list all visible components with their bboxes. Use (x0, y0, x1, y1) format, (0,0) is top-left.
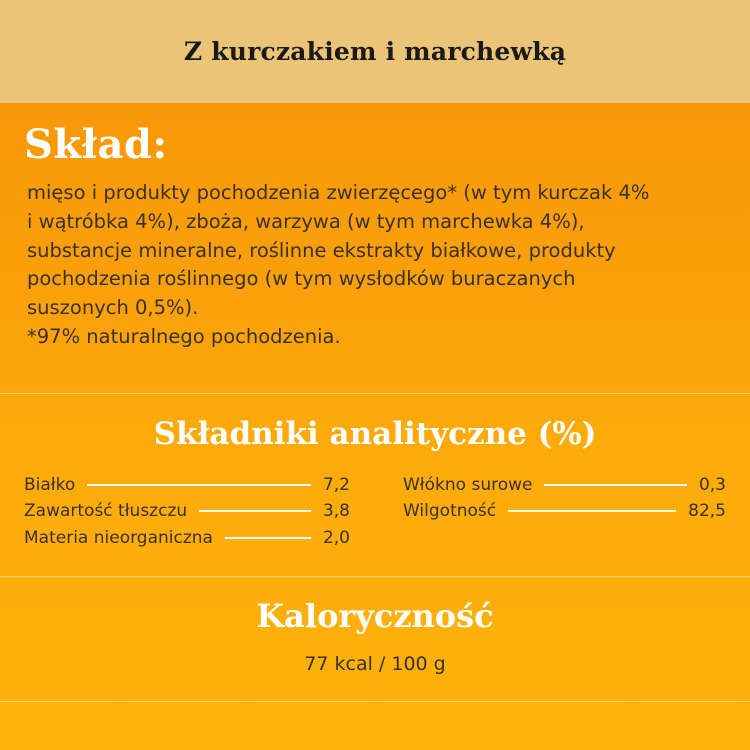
leader-line (508, 510, 676, 512)
composition-title: Skład: (24, 121, 168, 168)
analytic-label: Białko (24, 475, 76, 495)
analytic-label: Wilgotność (403, 501, 497, 521)
analytic-row-protein (24, 473, 350, 497)
analytic-value: 0,3 (698, 475, 726, 495)
analytic-label: Zawartość tłuszczu (24, 501, 188, 521)
analytic-title: Składniki analityczne (%) (153, 416, 597, 452)
analytic-label: Materia nieorganiczna (24, 528, 213, 548)
calories-section (0, 577, 750, 702)
analytic-label: Włókno surowe (403, 475, 533, 495)
leader-line (199, 510, 311, 512)
product-header (0, 0, 750, 103)
composition-section (0, 103, 750, 393)
calories-title: Kaloryczność (256, 597, 494, 635)
composition-text: mięso i produkty pochodzenia zwierzęcego* (w tym kurczak 4% i wątróbka 4%), zboża, warzywa (w tym marchewka 4%), substancje mineralne, roślinne ekstrakty białkowe, produkty pochodzenia roślinnego (w tym wysłodków buraczanych suszonych 0,5%). *97% naturalnego pochodzenia. (27, 181, 650, 348)
analytic-row-fibre (403, 473, 726, 497)
leader-line (87, 484, 311, 486)
product-title: Z kurczakiem i marchewką (183, 37, 567, 66)
analytic-value: 3,8 (322, 501, 350, 521)
analytic-row-fat (24, 499, 350, 523)
analytic-value: 7,2 (322, 475, 350, 495)
analytic-section (0, 394, 750, 576)
leader-line (544, 484, 686, 486)
leader-line (225, 537, 311, 539)
nutrition-panel (0, 103, 750, 750)
analytic-value: 2,0 (322, 528, 350, 548)
analytic-row-ash (24, 526, 350, 550)
calories-value: 77 kcal / 100 g (304, 653, 446, 675)
section-divider (0, 701, 750, 702)
analytic-value: 82,5 (688, 501, 726, 521)
analytic-row-moisture (403, 499, 726, 523)
